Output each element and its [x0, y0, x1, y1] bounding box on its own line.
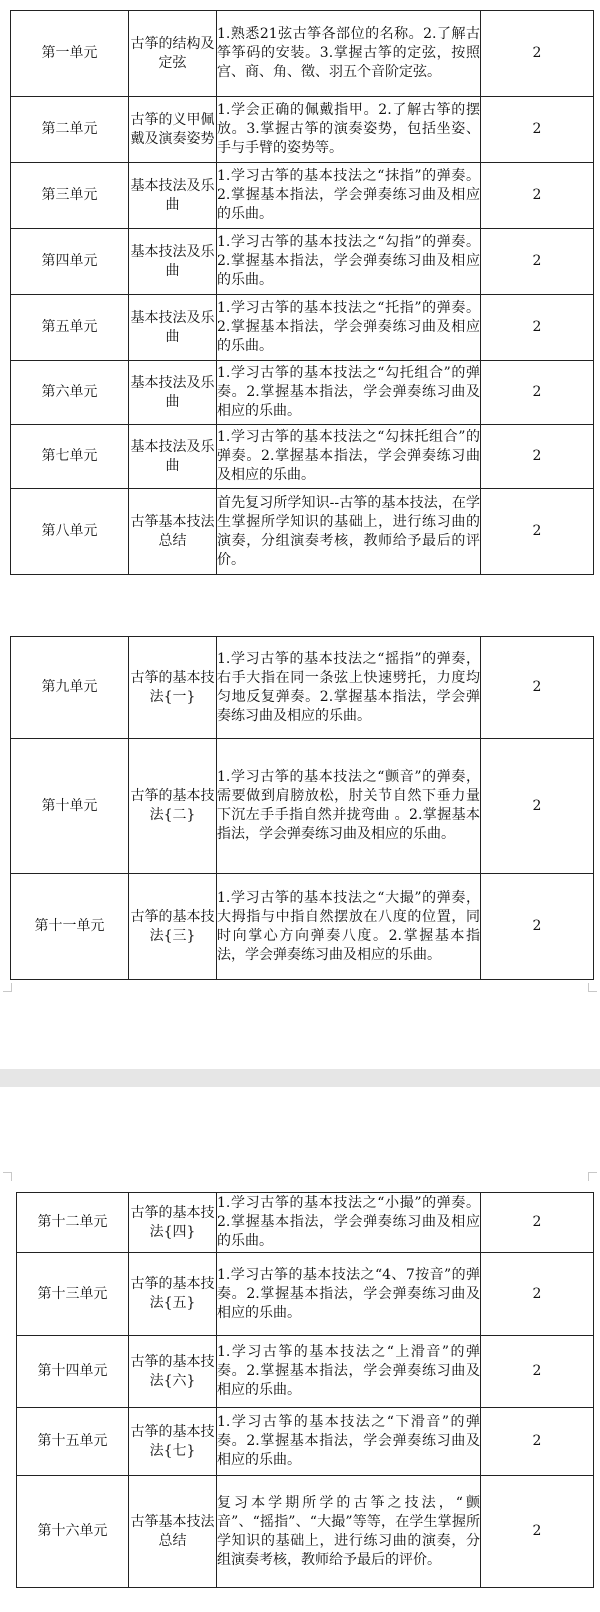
- content-cell: 1.学习古筝的基本技法之“下滑音”的弹奏。2.掌握基本指法，学会弹奏练习曲及相应的乐曲。: [217, 1408, 481, 1476]
- table-row: [11, 425, 594, 489]
- content-cell: 1.学习古筝的基本技法之“颤音”的弹奏，需要做到肩膀放松，肘关节自然下垂力量下沉左手手指自然并拢弯曲 。2.掌握基本指法，学会弹奏练习曲及相应的乐曲。: [217, 739, 481, 874]
- topic-cell: 古筝的基本技法{二}: [129, 739, 217, 874]
- hours-cell: 2: [481, 1476, 594, 1588]
- syllabus-table-part-1: [10, 10, 594, 575]
- content-cell: 1.学习古筝的基本技法之“托指”的弹奏。2.掌握基本指法，学会弹奏练习曲及相应的乐曲。: [217, 295, 481, 361]
- hours-cell: 2: [481, 1336, 594, 1408]
- hours-cell: 2: [481, 295, 594, 361]
- topic-cell: 古筝基本技法总结: [129, 489, 217, 575]
- unit-cell: 第四单元: [11, 229, 129, 295]
- table-row: [11, 229, 594, 295]
- topic-cell: 基本技法及乐曲: [129, 425, 217, 489]
- unit-cell: 第十一单元: [11, 874, 129, 980]
- table-row: [11, 163, 594, 229]
- page-break-separator: [0, 1069, 600, 1087]
- content-cell: 首先复习所学知识--古筝的基本技法，在学生掌握所学知识的基础上，进行练习曲的演奏，分组演奏考核，教师给予最后的评价。: [217, 489, 481, 575]
- unit-cell: 第六单元: [11, 361, 129, 425]
- topic-cell: 古筝的基本技法{三}: [129, 874, 217, 980]
- hours-cell: 2: [481, 637, 594, 739]
- unit-cell: 第三单元: [11, 163, 129, 229]
- hours-cell: 2: [481, 97, 594, 163]
- topic-cell: 古筝的基本技法{七}: [129, 1408, 217, 1476]
- table-row: [17, 1193, 594, 1253]
- hours-cell: 2: [481, 489, 594, 575]
- hours-cell: 2: [481, 361, 594, 425]
- table-row: [17, 1476, 594, 1588]
- hours-cell: 2: [481, 874, 594, 980]
- topic-cell: 古筝的义甲佩戴及演奏姿势: [129, 97, 217, 163]
- content-cell: 1.学习古筝的基本技法之“4、7按音”的弹奏。2.掌握基本指法，学会弹奏练习曲及相应的乐曲。: [217, 1253, 481, 1336]
- table-row: [11, 489, 594, 575]
- table-row: [11, 11, 594, 97]
- topic-cell: 古筝的基本技法{六}: [129, 1336, 217, 1408]
- hours-cell: 2: [481, 739, 594, 874]
- topic-cell: 基本技法及乐曲: [129, 229, 217, 295]
- page-corner-mark: [588, 1172, 597, 1181]
- content-cell: 1.学习古筝的基本技法之“小撮”的弹奏。2.掌握基本指法，学会弹奏练习曲及相应的乐曲。: [217, 1193, 481, 1253]
- hours-cell: 2: [481, 11, 594, 97]
- content-cell: 1.学会正确的佩戴指甲。2.了解古筝的摆放。3.掌握古筝的演奏姿势，包括坐姿、手与手臂的姿势等。: [217, 97, 481, 163]
- content-cell: 复习本学期所学的古筝之技法，“颤音”、“摇指”、“大撮”等等，在学生掌握所学知识的基础上，进行练习曲的演奏，分组演奏考核，教师给予最后的评价。: [217, 1476, 481, 1588]
- table-row: [17, 1336, 594, 1408]
- table-row: [17, 1408, 594, 1476]
- topic-cell: 基本技法及乐曲: [129, 163, 217, 229]
- unit-cell: 第十六单元: [17, 1476, 129, 1588]
- unit-cell: 第十单元: [11, 739, 129, 874]
- page-corner-mark: [3, 1172, 12, 1181]
- topic-cell: 古筝的基本技法{四}: [129, 1193, 217, 1253]
- unit-cell: 第九单元: [11, 637, 129, 739]
- syllabus-table-part-2: [10, 636, 594, 980]
- topic-cell: 基本技法及乐曲: [129, 295, 217, 361]
- topic-cell: 古筝的基本技法{五}: [129, 1253, 217, 1336]
- hours-cell: 2: [481, 229, 594, 295]
- content-cell: 1.学习古筝的基本技法之“上滑音”的弹奏。2.掌握基本指法，学会弹奏练习曲及相应的乐曲。: [217, 1336, 481, 1408]
- content-cell: 1.学习古筝的基本技法之“大撮”的弹奏，大拇指与中指自然摆放在八度的位置，同时向掌心方向弹奏八度。2.掌握基本指法，学会弹奏练习曲及相应的乐曲。: [217, 874, 481, 980]
- unit-cell: 第五单元: [11, 295, 129, 361]
- hours-cell: 2: [481, 1408, 594, 1476]
- table-row: [11, 361, 594, 425]
- hours-cell: 2: [481, 425, 594, 489]
- table-row: [11, 97, 594, 163]
- table-row: [11, 637, 594, 739]
- unit-cell: 第八单元: [11, 489, 129, 575]
- topic-cell: 古筝的基本技法{一}: [129, 637, 217, 739]
- content-cell: 1.学习古筝的基本技法之“勾指”的弹奏。2.掌握基本指法，学会弹奏练习曲及相应的乐曲。: [217, 229, 481, 295]
- content-cell: 1.熟悉21弦古筝各部位的名称。2.了解古筝筝码的安装。3.掌握古筝的定弦，按照宫、商、角、徵、羽五个音阶定弦。: [217, 11, 481, 97]
- content-cell: 1.学习古筝的基本技法之“摇指”的弹奏，右手大指在同一条弦上快速劈托，力度均匀地反复弹奏。2.掌握基本指法，学会弹奏练习曲及相应的乐曲。: [217, 637, 481, 739]
- unit-cell: 第一单元: [11, 11, 129, 97]
- hours-cell: 2: [481, 1193, 594, 1253]
- unit-cell: 第十四单元: [17, 1336, 129, 1408]
- topic-cell: 古筝基本技法总结: [129, 1476, 217, 1588]
- unit-cell: 第十二单元: [17, 1193, 129, 1253]
- unit-cell: 第十五单元: [17, 1408, 129, 1476]
- syllabus-table-part-3: [16, 1192, 594, 1588]
- table-row: [11, 295, 594, 361]
- page-corner-mark: [588, 983, 597, 992]
- table-row: [17, 1253, 594, 1336]
- content-cell: 1.学习古筝的基本技法之“抹指”的弹奏。2.掌握基本指法，学会弹奏练习曲及相应的乐曲。: [217, 163, 481, 229]
- topic-cell: 古筝的结构及定弦: [129, 11, 217, 97]
- unit-cell: 第二单元: [11, 97, 129, 163]
- table-row: [11, 739, 594, 874]
- hours-cell: 2: [481, 1253, 594, 1336]
- unit-cell: 第十三单元: [17, 1253, 129, 1336]
- content-cell: 1.学习古筝的基本技法之“勾抹托组合”的弹奏。2.掌握基本指法，学会弹奏练习曲及相应的乐曲。: [217, 425, 481, 489]
- page-corner-mark: [3, 983, 12, 992]
- content-cell: 1.学习古筝的基本技法之“勾托组合”的弹奏。2.掌握基本指法，学会弹奏练习曲及相应的乐曲。: [217, 361, 481, 425]
- topic-cell: 基本技法及乐曲: [129, 361, 217, 425]
- table-row: [11, 874, 594, 980]
- hours-cell: 2: [481, 163, 594, 229]
- unit-cell: 第七单元: [11, 425, 129, 489]
